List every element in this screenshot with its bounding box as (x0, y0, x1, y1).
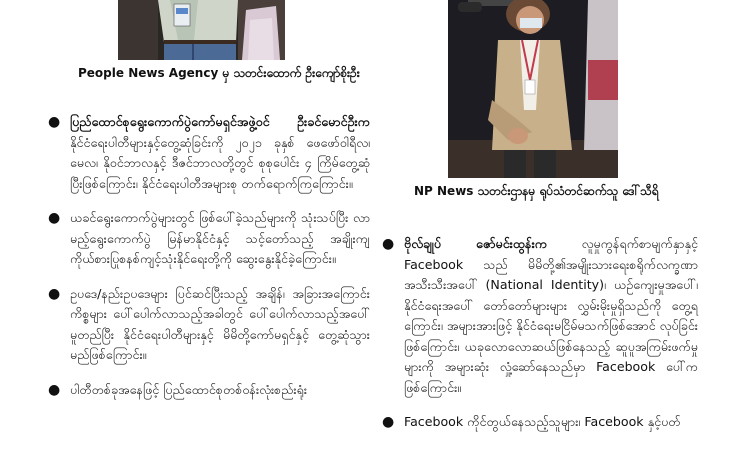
bullet-text: ပါတီတစ်ခုအနေဖြင့် ပြည်ထောင်စုတစ်ဝန်းလုံးစည်းရုံး (70, 381, 308, 397)
speaker-name: ဗိုလ်ချုပ် ဇော်မင်းထွန်းက (404, 236, 548, 251)
photo-person-with-badge-icon (118, 0, 285, 60)
left-photo-caption: People News Agency မှ သတင်းထောက် ဦးကျော်စိုးဦး (78, 66, 360, 80)
bullet-text: နိုင်ငံရေးပါတီများနှင့်တွေ့ဆုံခြင်းကို ၂၀၂၁ ခုနှစ် ဖေဖော်ဝါရီလ၊ မေလ၊ နိုဝင်ဘာလနှင့် ဒီဇင်ဘာလတို့တွင် စုစုပေါင်း ၄ ကြိမ်တွေ့ဆုံပြီးဖြစ်ကြောင်း၊ နိုင်ငံရေးပါတီအများစု တက်ရောက်ကြကြောင်း။ (70, 134, 370, 191)
bullet-icon: ● (48, 114, 61, 130)
bullet-text: Facebook ကိုင်တွယ်နေသည့်သူများ၊ Facebook နှင့်ပတ် (404, 414, 681, 429)
bullet-icon: ● (48, 285, 61, 302)
bullet-text: လူမှုကွန်ရက်စာမျက်နှာနှင့် Facebook သည် မိမိတို့၏အမျိုးသားရေးစရိုက်လက္ခဏာ အသီးသီးအပေါ် (National Identity)၊ ယဉ်ကျေးမှုအပေါ်၊ နိုင်ငံရေးအပေါ် တော်တော်များများ လွှမ်းမိုးမှုရှိသည်ကို တွေ့ရကြောင်း၊ အများအားဖြင့် နိုင်ငံရေးမငြိမ်မသက်ဖြစ်အောင် လုပ်ခြင်းဖြစ်ကြောင်း၊ ယခုလောလောဆယ်ဖြစ်နေသည့် ဆူပူအကြမ်းဖက်မှုများကို အများဆုံး လှုံ့ဆော်နေသည်မှာ Facebook ပေါ်က ဖြစ်ကြောင်း။ (404, 236, 699, 395)
bullet-icon: ● (382, 236, 395, 252)
list-item (48, 112, 370, 194)
left-photo (118, 0, 285, 60)
right-photo (448, 0, 618, 178)
list-item (48, 208, 370, 270)
bullet-icon: ● (48, 381, 61, 398)
list-item (48, 284, 370, 366)
bullet-icon: ● (382, 414, 395, 430)
right-photo-caption: NP News သတင်းဌာနမှ ရုပ်သံတင်ဆက်သူ ဒေါ်သီရိ (414, 184, 659, 198)
list-item (48, 380, 370, 401)
list-item (382, 412, 698, 433)
left-column (48, 112, 370, 400)
speaker-name: ပြည်ထောင်စုရွေးကောက်ပွဲကော်မရှင်အဖွဲ့ဝင် ဦးခင်မောင်ဦးက (70, 114, 370, 129)
bullet-text: ဥပဒေ/နည်းဥပဒေများ ပြင်ဆင်ပြီးသည့် အချိန်၊ အခြားအကြောင်းကိစ္စများ ပေါ်ပေါက်လာသည့်အခါတွင် ပေါ်ပေါက်လာသည့်အပေါ် မူတည်ပြီး နိုင်ငံရေးပါတီများနှင့် မိမိတို့ကော်မရှင်နှင့် တွေ့ဆုံသွားမည်ဖြစ်ကြောင်း။ (70, 285, 370, 362)
bullet-text: ယခင်ရွေးကောက်ပွဲများတွင် ဖြစ်ပေါ်ခဲ့သည်များကို သုံးသပ်ပြီး လာမည့်ရွေးကောက်ပွဲ မြန်မာနိုင်ငံနှင့် သင့်တော်သည့် အချိုးကျကိုယ်စားပြုစနစ်ကျင့်သုံးနိုင်ရေးတို့ကို ဆွေးနွေးနိုင်ခဲ့ကြောင်း။ (70, 210, 370, 266)
right-column (382, 234, 698, 433)
list-item (382, 234, 698, 398)
photo-woman-at-microphone-icon (448, 0, 618, 178)
bullet-icon: ● (48, 210, 61, 226)
